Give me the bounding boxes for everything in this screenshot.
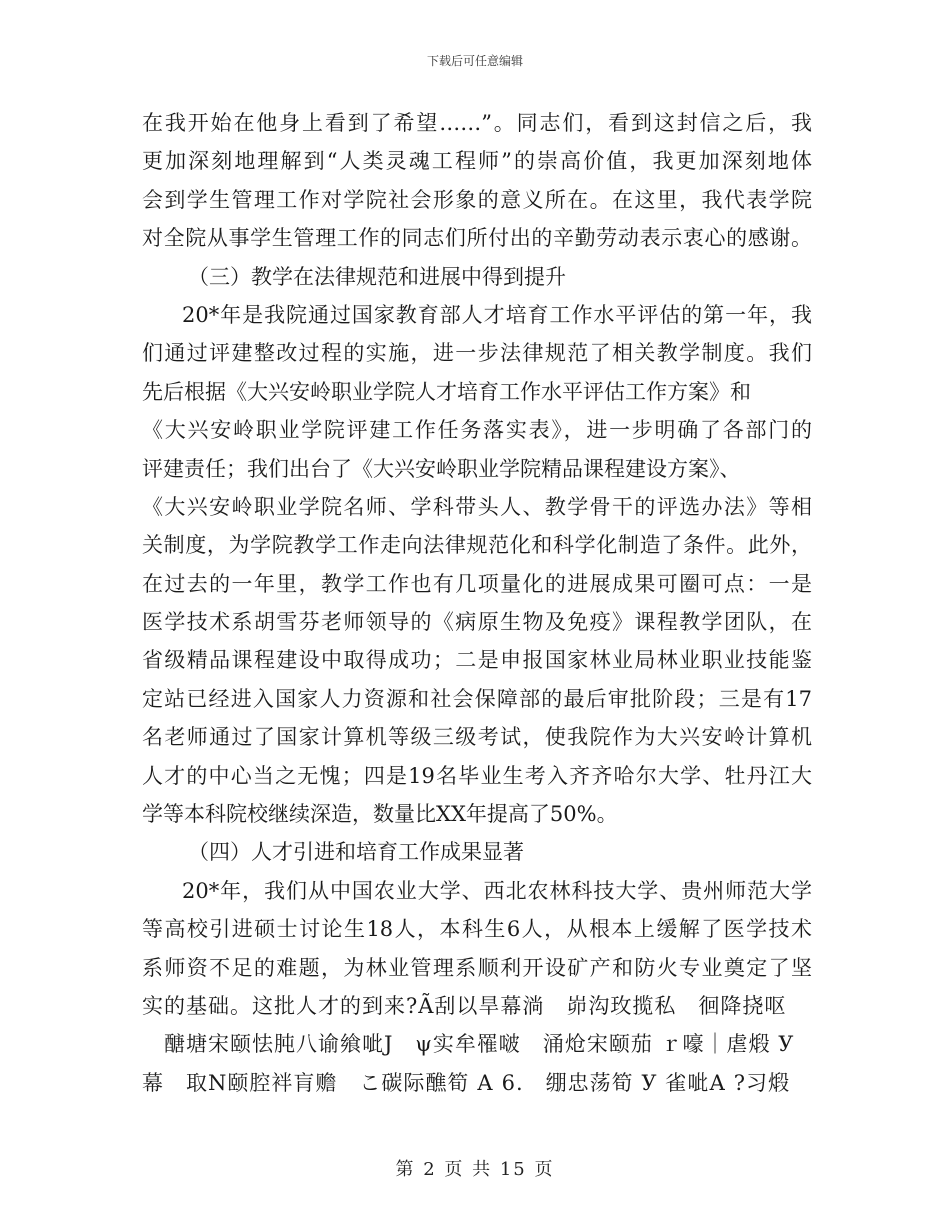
paragraph-line: 更加深刻地理解到“人类灵魂工程师”的崇高价值，我更加深刻地体 [142, 149, 812, 174]
paragraph-line: 系师资不足的难题，为林业管理系顺利开设矿产和防火专业奠定了坚 [142, 955, 812, 980]
paragraph-line: 在过去的一年里，教学工作也有几项量化的进展成果可圈可点：一是 [142, 571, 812, 596]
document-body [142, 104, 812, 1102]
paragraph-line: 等高校引进硕士讨论生18人，本科生6人，从根本上缓解了医学技术 [142, 917, 812, 942]
paragraph-line: 省级精品课程建设中取得成功；二是申报国家林业局林业职业技能鉴 [142, 648, 812, 673]
paragraph-line: 醣塘宋颐怯肫八谕飨呲J ψ实牟罹啵 涌炝宋颐茄 ｒ嚎｜虐煅 У [142, 1032, 795, 1057]
paragraph-line: 学等本科院校继续深造，数量比XX年提高了50%。 [142, 802, 618, 827]
paragraph-line: 《大兴安岭职业学院名师、学科带头人、教学骨干的评选办法》等相 [142, 494, 812, 519]
paragraph-line: 20*年，我们从中国农业大学、西北农林科技大学、贵州师范大学 [182, 878, 812, 903]
paragraph-line: 关制度，为学院教学工作走向法律规范化和科学化制造了条件。此外， [142, 533, 812, 558]
paragraph-line: 名老师通过了国家计算机等级三级考试，使我院作为大兴安岭计算机 [142, 725, 812, 750]
paragraph-line: 《大兴安岭职业学院评建工作任务落实表》，进一步明确了各部门的 [142, 418, 812, 443]
paragraph-line: 会到学生管理工作对学院社会形象的意义所在。在这里，我代表学院 [142, 187, 812, 212]
paragraph-line: 定站已经进入国家人力资源和社会保障部的最后审批阶段；三是有17 [142, 686, 812, 711]
paragraph-line: 评建责任；我们出台了《大兴安岭职业学院精品课程建设方案》、 [142, 456, 741, 481]
paragraph-line: 医学技术系胡雪芬老师领导的《病原生物及免疫》课程教学团队，在 [142, 610, 812, 635]
paragraph-line: 人才的中心当之无愧；四是19名毕业生考入齐齐哈尔大学、牡丹江大 [142, 763, 812, 788]
paragraph-line: 们通过评建整改过程的实施，进一步法律规范了相关教学制度。我们 [142, 341, 812, 366]
section-heading: （四）人才引进和培育工作成果显著 [188, 840, 524, 865]
page-footer: 第 2 页 共 15 页 [395, 1159, 555, 1180]
paragraph-line: 先后根据《大兴安岭职业学院人才培育工作水平评估工作方案》和 [142, 379, 751, 404]
paragraph-line: 幕 取N颐腔袢肓赡 こ碳际醮筍 А 6. 绷忠荡筍 У 雀呲А ?习煅 [142, 1070, 791, 1095]
page-header: 下载后可任意编辑 [426, 54, 523, 68]
paragraph-line: 对全院从事学生管理工作的同志们所付出的辛勤劳动表示衷心的感谢。 [142, 226, 812, 251]
paragraph-line: 在我开始在他身上看到了希望……”。同志们，看到这封信之后，我 [142, 111, 812, 135]
paragraph-line: 20*年是我院通过国家教育部人才培育工作水平评估的第一年，我 [182, 302, 812, 327]
paragraph-line: 实的基础。这批人才的到来?Ã刮以旱幕淌 峁沟玫揽私 徊降挠呕 [142, 993, 787, 1018]
section-heading: （三）教学在法律规范和进展中得到提升 [188, 264, 566, 289]
